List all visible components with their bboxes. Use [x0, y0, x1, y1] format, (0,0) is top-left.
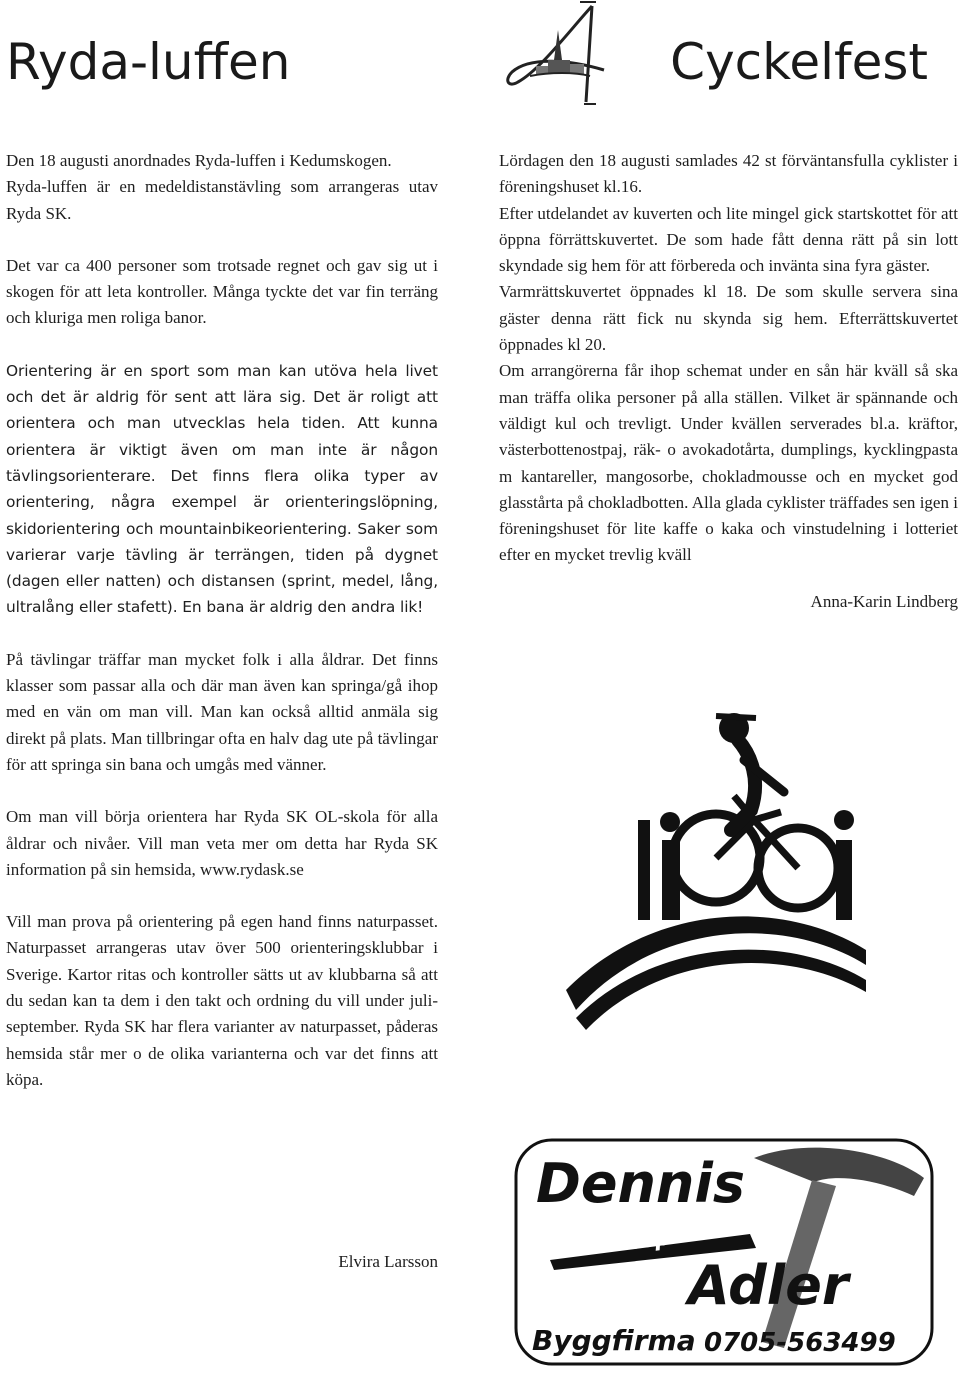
- ad-place: Arentorp: [558, 1225, 672, 1264]
- ad-name-last: Adler: [688, 1254, 849, 1317]
- church-monogram-logo: [500, 0, 620, 110]
- paragraph: Orientering är en sport som man kan utöva hela livet och det är aldrig för sent att lära sig. Det är roligt att orientera och man utvecklas hela tiden. Att kunna orientera är viktigt även om man inte är någon tävlingsorienterare. Det finns flera olika typer av orientering, några exempel är orienteringslöpning, skidorientering och mountainbikeorientering. Saker som varierar varje tävling är terrängen, tiden på dygnet (dagen eller natten) och distansen (sprint, medel, lång, ultralång eller stafett). En bana är aldrig den andra lik!: [6, 361, 438, 617]
- signature-anna-karin-lindberg: Anna-Karin Lindberg: [810, 591, 958, 611]
- paragraph: Lördagen den 18 augusti samlades 42 st förväntansfulla cyklister i föreningshuset kl.16.: [499, 151, 958, 197]
- paragraph: Om arrangörerna får ihop schemat under en sån här kväll så ska man träffa olika personer på alla ställen. Vilket är spännande och väldigt kul och trevligt. Under kvällen serverades bl.a. kräftor, västerbottenostpaj, räk- o avokadotårta, dumplings, kycklingpasta m kantareller, mangosorbe, chokladmousse och en mycket god glasstårta på chokladbotten. Alla glada cyklister träffades sen igen i föreningshuset för lite kaffe o kaka och vinstudelning i lotteriet efter en mycket trevlig kväll: [499, 361, 958, 565]
- paragraph: Det var ca 400 personer som trotsade regnet och gav sig ut i skogen för att leta kontroller. Många tyckte det var fin terräng och kluriga men roliga banor.: [6, 255, 438, 328]
- ad-business: Byggfirma: [532, 1324, 696, 1357]
- paragraph: Vill man prova på orientering på egen hand finns naturpasset. Naturpasset arrangeras utav över 500 orienteringsklubbar i Sverige. Kartor ritas och kontroller sätts ut av klubbarna så att du sedan kan ta dem i den takt och ordning du vill under juli-september. Ryda SK har flera varianter av naturpasset, påderas hemsida står mer o de olika varianterna och var det finns att köpa.: [6, 912, 438, 1089]
- advertisement-dennis-adler: [514, 1138, 934, 1366]
- paragraph: Om man vill börja orientera har Ryda SK OL-skola för alla åldrar och nivåer. Vill man veta mer om detta har Ryda SK information på sin hemsida, www.rydask.se: [6, 807, 438, 879]
- paragraph: Ryda-luffen är en medeldistanstävling som arrangeras utav Ryda SK.: [6, 177, 438, 223]
- paragraph: Varmrättskuvertet öppnades kl 18. De som skulle servera sina gäster denna rätt fick nu skynda sig hem. Efterrättskuvertet öppnades kl 20.: [499, 282, 958, 355]
- paragraph: På tävlingar träffar man mycket folk i alla åldrar. Det finns klasser som passar alla och där man även kan springa/gå ihop med en vän om man vill. Man kan också alltid anmäla sig direkt på plats. Man tillbringar ofta en halv dag ute på tävlingar för att springa sin bana och umgås med vänner.: [6, 649, 438, 774]
- article-ryda-luffen: [6, 148, 438, 1093]
- signature-elvira-larsson: Elvira Larsson: [338, 1252, 438, 1271]
- cyclist-illustration: [566, 700, 866, 1030]
- article-cyckelfest: [499, 148, 958, 615]
- paragraph: Den 18 augusti anordnades Ryda-luffen i Kedumskogen.: [6, 151, 392, 170]
- ad-name-first: Dennis: [536, 1152, 745, 1215]
- page-title-ryda-luffen: Ryda-luffen: [6, 33, 291, 91]
- ad-phone: 0705-563499: [704, 1328, 896, 1358]
- paragraph: Efter utdelandet av kuverten och lite mingel gick startskottet för att öppna förrättskuvertet. De som hade fått denna rätt på sin lott skyndade sig hem för att förbereda och invänta sina fyra gäster.: [499, 203, 958, 276]
- page-title-cyckelfest: Cyckelfest: [670, 33, 928, 91]
